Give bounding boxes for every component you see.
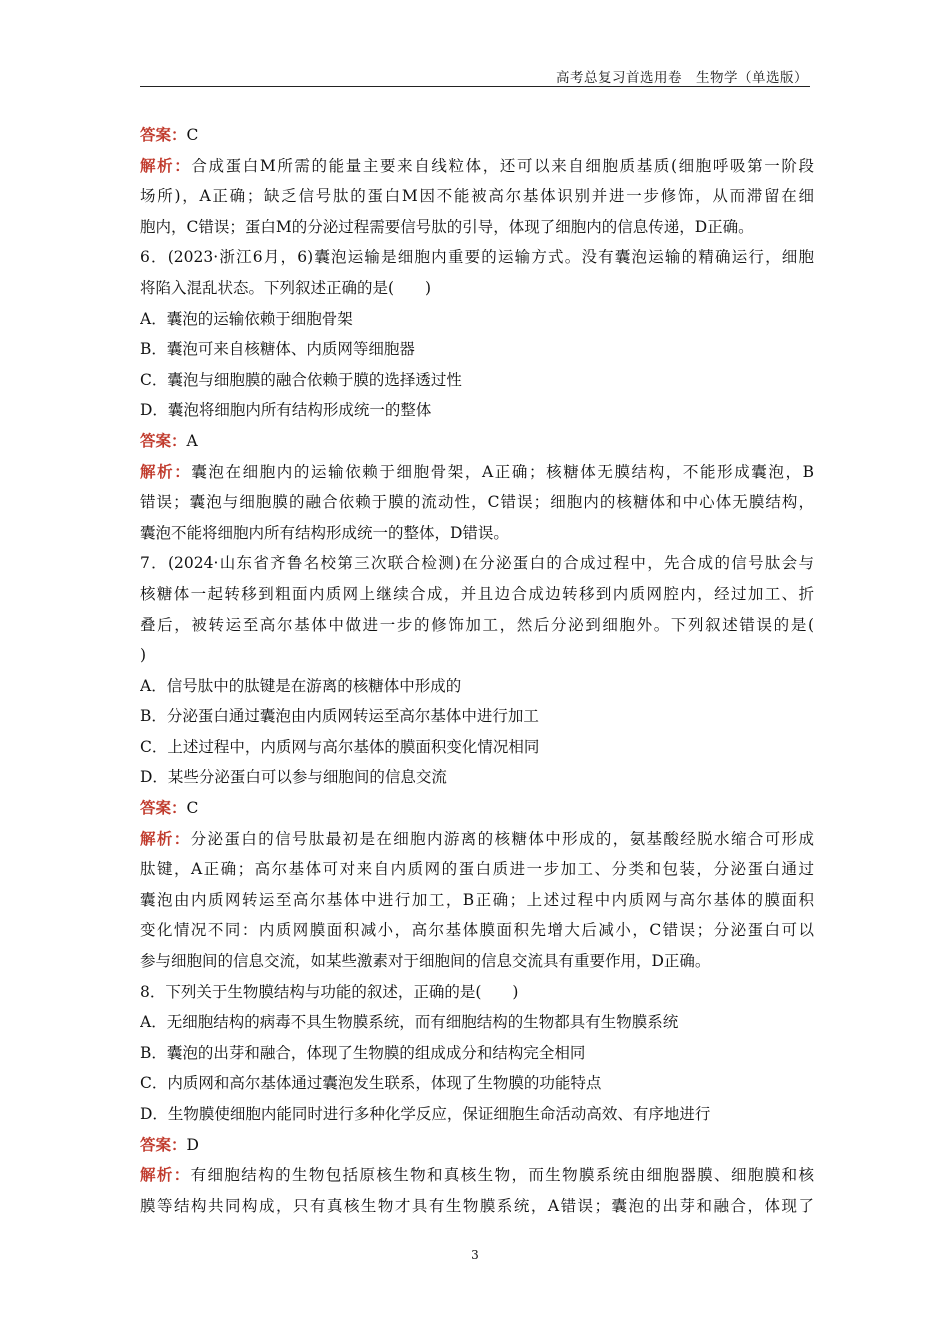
text-line xyxy=(140,426,814,457)
page-header xyxy=(140,64,810,87)
line-text: 胞内，C错误；蛋白M的分泌过程需要信号肽的引导，体现了细胞内的信息传递，D正确。 xyxy=(140,217,754,236)
text-line xyxy=(140,273,814,304)
line-text: 8．下列关于生物膜结构与功能的叙述，正确的是( ) xyxy=(140,982,519,1001)
line-text: A xyxy=(186,431,198,450)
document-body xyxy=(140,120,814,1221)
line-text: 7．(2024·山东省齐鲁名校第三次联合检测)在分泌蛋白的合成过程中，先合成的信号肽会与 xyxy=(140,554,814,573)
line-text: B．囊泡可来自核糖体、内质网等细胞器 xyxy=(140,340,415,359)
line-text: D．囊泡将细胞内所有结构形成统一的整体 xyxy=(140,401,432,420)
text-line xyxy=(140,334,814,365)
line-text: 囊泡在细胞内的运输依赖于细胞骨架，A正确；核糖体无膜结构，不能形成囊泡，B xyxy=(191,462,814,481)
line-text: 叠后，被转运至高尔基体中做进一步的修饰加工，然后分泌到细胞外。下列叙述错误的是( xyxy=(140,615,814,634)
line-text: A．无细胞结构的病毒不具生物膜系统，而有细胞结构的生物都具有生物膜系统 xyxy=(140,1013,679,1032)
text-line xyxy=(140,671,814,702)
analysis-label: 解析： xyxy=(140,461,192,481)
line-text: 6．(2023·浙江6月，6)囊泡运输是细胞内重要的运输方式。没有囊泡运输的精确运行，细胞 xyxy=(140,248,814,267)
analysis-label: 解析： xyxy=(140,828,191,848)
text-line xyxy=(140,885,814,916)
line-text: B．分泌蛋白通过囊泡由内质网转运至高尔基体中进行加工 xyxy=(140,707,539,726)
line-text: C xyxy=(186,799,199,818)
line-text: 有细胞结构的生物包括原核生物和真核生物，而生物膜系统由细胞器膜、细胞膜和核 xyxy=(190,1166,814,1185)
line-text: C．内质网和高尔基体通过囊泡发生联系，体现了生物膜的功能特点 xyxy=(140,1074,602,1093)
text-line xyxy=(140,548,814,579)
text-line xyxy=(140,304,814,335)
text-line xyxy=(140,793,814,824)
line-text: A．信号肽中的肽键是在游离的核糖体中形成的 xyxy=(140,676,462,695)
line-text: C xyxy=(186,126,199,144)
text-line xyxy=(140,824,814,855)
line-text: D．某些分泌蛋白可以参与细胞间的信息交流 xyxy=(140,768,447,787)
text-line xyxy=(140,610,814,641)
answer-label: 答案： xyxy=(140,125,187,144)
text-line xyxy=(140,854,814,885)
text-line xyxy=(140,1160,814,1191)
text-line xyxy=(140,762,814,793)
text-line xyxy=(140,977,814,1008)
line-text: 将陷入混乱状态。下列叙述正确的是( ) xyxy=(140,278,432,297)
text-line xyxy=(140,487,814,518)
line-text: 变化情况不同：内质网膜面积减小，高尔基体膜面积先增大后减小，C错误；分泌蛋白可以 xyxy=(140,921,814,940)
line-text: C．上述过程中，内质网与高尔基体的膜面积变化情况相同 xyxy=(140,737,540,756)
line-text: A．囊泡的运输依赖于细胞骨架 xyxy=(140,309,353,328)
header-title: 高考总复习首选用卷 生物学（单选版） xyxy=(556,70,808,86)
text-line xyxy=(140,915,814,946)
line-text: 场所)，A正确；缺乏信号肽的蛋白M因不能被高尔基体识别并进一步修饰，从而滞留在细 xyxy=(140,187,814,206)
text-line xyxy=(140,151,814,182)
line-text: ) xyxy=(140,646,147,665)
line-text: 合成蛋白M所需的能量主要来自线粒体，还可以来自细胞质基质(细胞呼吸第一阶段 xyxy=(191,156,814,175)
text-line xyxy=(140,120,814,151)
text-line xyxy=(140,395,814,426)
line-text: 核糖体一起转移到粗面内质网上继续合成，并且边合成边转移到内质网腔内，经过加工、折 xyxy=(140,584,814,603)
page-number: 3 xyxy=(471,1248,479,1262)
answer-label: 答案： xyxy=(140,1134,187,1154)
text-line xyxy=(140,732,814,763)
text-line xyxy=(140,1007,814,1038)
line-text: 参与细胞间的信息交流，如某些激素对于细胞间的信息交流具有重要作用，D正确。 xyxy=(140,952,711,971)
line-text: C．囊泡与细胞膜的融合依赖于膜的选择透过性 xyxy=(140,370,462,389)
text-line xyxy=(140,946,814,977)
line-text: 肽键，A正确；高尔基体可对来自内质网的蛋白质进一步加工、分类和包装，分泌蛋白通过 xyxy=(140,860,814,879)
text-line xyxy=(140,457,814,488)
answer-label: 答案： xyxy=(140,798,187,818)
line-text: 分泌蛋白的信号肽最初是在细胞内游离的核糖体中形成的，氨基酸经脱水缩合可形成 xyxy=(190,829,814,848)
line-text: 囊泡由内质网转运至高尔基体中进行加工，B正确；上述过程中内质网与高尔基体的膜面积 xyxy=(140,890,814,909)
text-line xyxy=(140,1068,814,1099)
analysis-label: 解析： xyxy=(140,1165,191,1185)
text-line xyxy=(140,1038,814,1069)
text-line xyxy=(140,1130,814,1161)
text-line xyxy=(140,579,814,610)
text-line xyxy=(140,242,814,273)
text-line xyxy=(140,640,814,671)
text-line xyxy=(140,701,814,732)
text-line xyxy=(140,1099,814,1130)
text-line xyxy=(140,518,814,549)
text-line xyxy=(140,181,814,212)
text-line xyxy=(140,1191,814,1222)
line-text: D xyxy=(186,1135,199,1154)
line-text: 膜等结构共同构成，只有真核生物才具有生物膜系统，A错误；囊泡的出芽和融合，体现了 xyxy=(140,1196,814,1215)
text-line xyxy=(140,212,814,243)
line-text: 囊泡不能将细胞内所有结构形成统一的整体，D错误。 xyxy=(140,523,509,542)
text-line xyxy=(140,365,814,396)
analysis-label: 解析： xyxy=(140,155,192,175)
line-text: 错误；囊泡与细胞膜的融合依赖于膜的流动性，C错误；细胞内的核糖体和中心体无膜结构， xyxy=(140,493,814,512)
line-text: D．生物膜使细胞内能同时进行多种化学反应，保证细胞生命活动高效、有序地进行 xyxy=(140,1105,711,1123)
answer-label: 答案： xyxy=(140,430,187,450)
line-text: B．囊泡的出芽和融合，体现了生物膜的组成成分和结构完全相同 xyxy=(140,1043,586,1062)
